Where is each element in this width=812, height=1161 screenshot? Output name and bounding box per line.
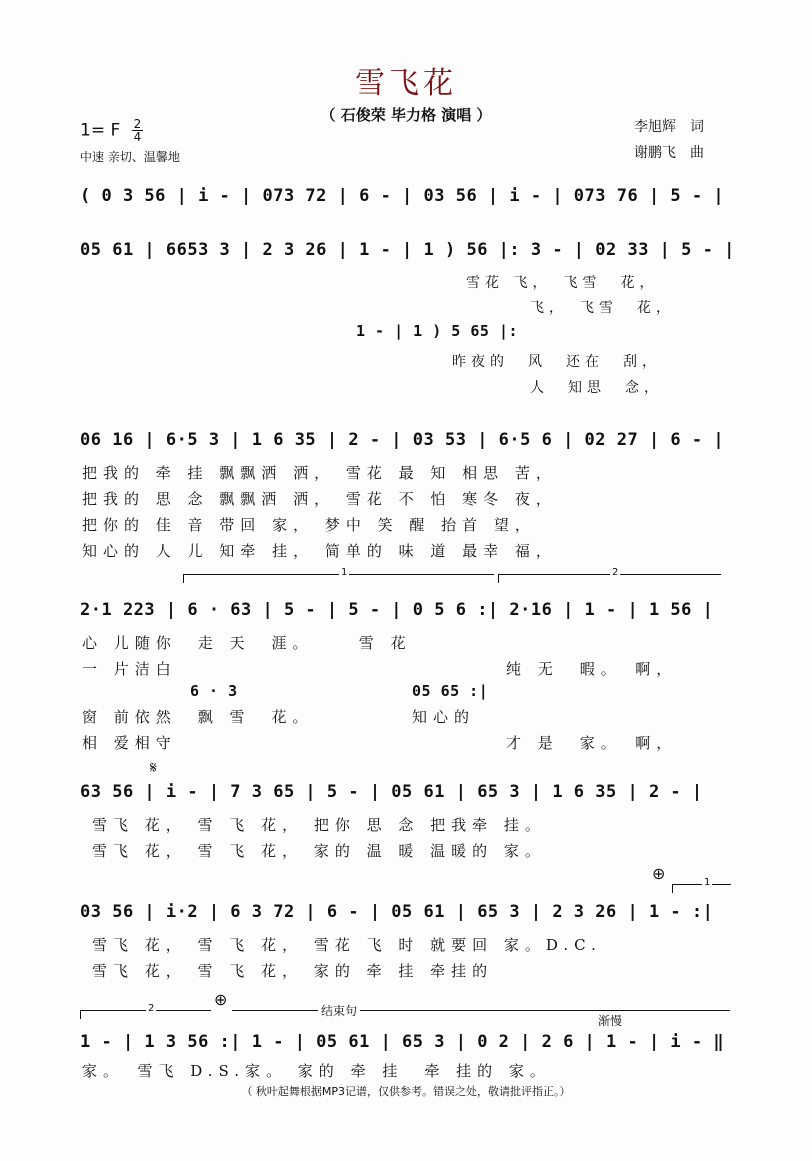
lyrics-line-4-1: 心 儿随你 走 天 涯。 雪 花	[82, 634, 412, 652]
lyrics-line-4-2a: 一 片洁白	[82, 660, 177, 678]
time-top: 2	[133, 117, 142, 131]
composer-credit: 谢鹏飞 曲	[634, 145, 704, 161]
volta-first-ending	[183, 567, 494, 583]
key-signature	[80, 118, 143, 143]
lyricist-credit: 李旭辉 词	[634, 119, 704, 135]
volta-coda-label: 1	[704, 877, 711, 888]
volta-second-ending	[498, 567, 721, 583]
lyrics-line-5-2: 雪飞 花， 雪 飞 花， 家的 温 暖 温暖的 家。	[92, 842, 546, 860]
score-line-6: 03 56 | i·2 | 6 3 72 | 6 - | 05 61 | 65 3 | 2 3 26 | 1 - :|	[80, 902, 714, 922]
lyrics-line-2-1: 雪花 飞， 飞雪 花，	[466, 275, 659, 291]
score-line-2b: 1 - | 1 ) 5 65 |:	[356, 322, 519, 340]
score-line-7: 1 - | 1 3 56 :| 1 - | 05 61 | 65 3 | 0 2 | 2 6 | 1 - | i - ‖	[80, 1032, 725, 1052]
lyrics-line-4-3a: 窗 前依然 飘 雪 花。	[82, 708, 314, 726]
volta-2-label: 2	[612, 567, 619, 578]
score-line-5: 63 56 | i - | 7 3 65 | 5 - | 05 61 | 65 3 | 1 6 35 | 2 - |	[80, 782, 703, 802]
lyrics-line-4-4b: 才 是 家。 啊，	[506, 734, 678, 752]
lyrics-line-5-1: 雪飞 花， 雪 飞 花， 把你 思 念 把我牵 挂。	[92, 816, 546, 834]
coda-jump-icon: ⊕	[214, 990, 228, 1009]
score-line-2: 05 61 | 6653 3 | 2 3 26 | 1 - | 1 ) 56 |: 3 - | 02 33 | 5 - |	[80, 240, 735, 260]
song-title: 雪飞花	[355, 66, 457, 101]
lyrics-line-3-3: 把你的 佳 音 带回 家， 梦中 笑 醒 抬首 望，	[82, 516, 536, 534]
end-phrase-label: 结束句	[318, 1002, 360, 1019]
score-line-1: ( 0 3 56 | i - | 073 72 | 6 - | 03 56 | i - | 073 76 | 5 - |	[80, 186, 725, 206]
score-line-4-alt-a: 6 · 3	[190, 682, 238, 700]
time-signature	[132, 118, 144, 143]
lyrics-line-2b-2: 人 知思 念，	[530, 380, 663, 396]
volta-1-label: 1	[341, 567, 348, 578]
lyrics-line-4-2b: 纯 无 暇。 啊，	[506, 660, 678, 678]
time-bottom: 4	[133, 130, 142, 144]
lyrics-line-7: 家。 雪飞 D.S.家。 家的 牵 挂 牵 挂的 家。	[82, 1062, 551, 1080]
lyrics-line-6-2: 雪飞 花， 雪 飞 花， 家的 牵 挂 牵挂的	[92, 962, 494, 980]
coda-icon: ⊕	[652, 864, 666, 883]
volta-coda-ending	[672, 877, 731, 893]
score-line-3: 06 16 | 6·5 3 | 1 6 35 | 2 - | 03 53 | 6·5 6 | 02 27 | 6 - |	[80, 430, 725, 450]
lyrics-line-2-2: 飞， 飞雪 花，	[530, 300, 675, 316]
transcription-footnote: （ 秋叶起舞根据MP3记谱，仅供参考。错误之处，敬请批评指正。）	[241, 1085, 571, 1098]
lyrics-line-3-4: 知心的 人 儿 知牵 挂， 简单的 味 道 最幸 福，	[82, 542, 557, 560]
singers-credit: （ 石俊荣 毕力格 演唱 ）	[320, 106, 492, 124]
score-line-4: 2·1 223 | 6 · 63 | 5 - | 5 - | 0 5 6 :| 2·16 | 1 - | 1 56 |	[80, 600, 714, 620]
tempo-marking: 中速 亲切、温馨地	[80, 150, 180, 164]
key-label: 1= F	[80, 120, 121, 141]
lyrics-line-2b-1: 昨夜的 风 还在 刮，	[452, 354, 661, 370]
score-line-4-alt-b: 05 65 :|	[412, 682, 489, 700]
segno-icon: 𝄋	[150, 758, 157, 777]
volta-final-ending	[80, 1003, 211, 1019]
lyrics-line-3-2: 把我的 思 念 飘飘洒 洒， 雪花 不 怕 寒冬 夜，	[82, 490, 557, 508]
lyrics-line-6-1: 雪飞 花， 雪 飞 花， 雪花 飞 时 就要回 家。D.C.	[92, 936, 602, 954]
lyrics-line-4-3b: 知心的	[412, 708, 476, 726]
volta-final-label: 2	[148, 1003, 155, 1014]
lyrics-line-4-4a: 相 爱相守	[82, 734, 177, 752]
ending-bracket	[232, 1010, 730, 1011]
lyrics-line-3-1: 把我的 牵 挂 飘飘洒 洒， 雪花 最 知 相思 苦，	[82, 464, 557, 482]
ritardando-label: 渐慢	[598, 1014, 623, 1028]
